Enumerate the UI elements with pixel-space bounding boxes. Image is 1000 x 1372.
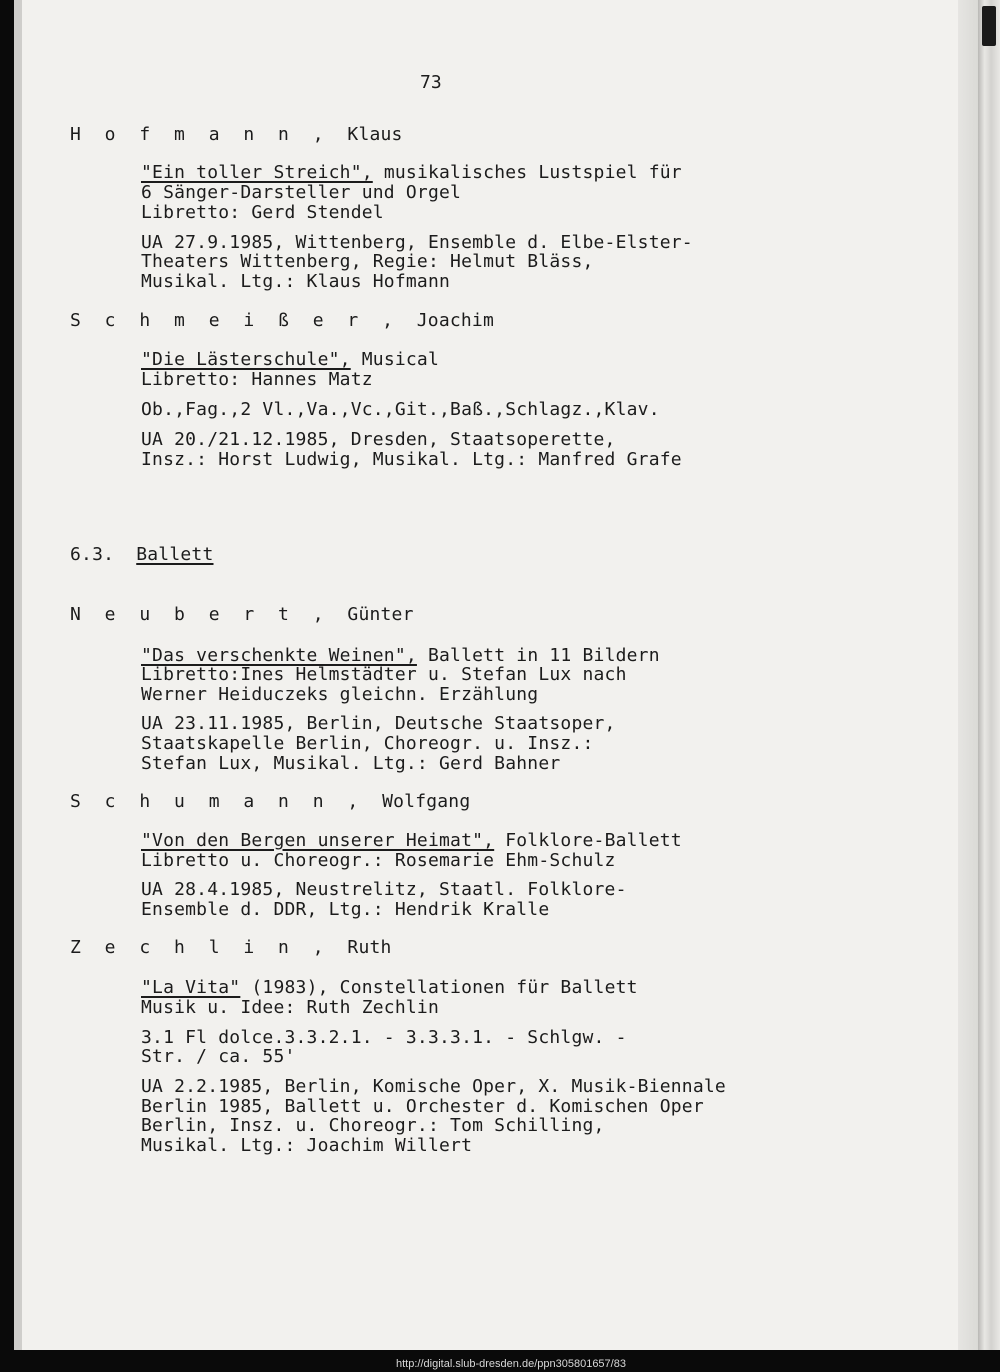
premiere-line: UA 28.4.1985, Neustrelitz, Staatl. Folklore- bbox=[141, 879, 627, 900]
composer-name: N e u b e r t , Günter bbox=[70, 604, 414, 625]
librettist: Libretto:Ines Helmstädter u. Stefan Lux nach bbox=[141, 664, 627, 685]
instrumentation: 3.1 Fl dolce.3.3.2.1. - 3.3.3.1. - Schlgw. - bbox=[141, 1027, 627, 1048]
work-title: "Die Lästerschule", bbox=[141, 349, 351, 370]
source-url: http://digital.slub-dresden.de/ppn305801657/83 bbox=[396, 1358, 626, 1370]
premiere-line: UA 27.9.1985, Wittenberg, Ensemble d. Elbe-Elster- bbox=[141, 232, 693, 253]
work-title-line: "Die Lästerschule", Musical bbox=[141, 349, 440, 370]
premiere-line: Musikal. Ltg.: Joachim Willert bbox=[141, 1135, 473, 1156]
premiere-line: UA 2.2.1985, Berlin, Komische Oper, X. Musik-Biennale bbox=[141, 1076, 726, 1097]
premiere-line: UA 20./21.12.1985, Dresden, Staatsoperette, bbox=[141, 429, 616, 450]
scan-border-left bbox=[0, 0, 14, 1372]
premiere-line: Theaters Wittenberg, Regie: Helmut Bläss, bbox=[141, 251, 594, 272]
librettist: Musik u. Idee: Ruth Zechlin bbox=[141, 997, 439, 1018]
work-detail: Werner Heiduczeks gleichn. Erzählung bbox=[141, 684, 539, 705]
instrumentation: Str. / ca. 55' bbox=[141, 1046, 296, 1067]
instrumentation: Ob.,Fag.,2 Vl.,Va.,Vc.,Git.,Baß.,Schlagz.,Klav. bbox=[141, 399, 660, 420]
work-title: "Ein toller Streich", bbox=[141, 162, 373, 183]
work-detail: 6 Sänger-Darsteller und Orgel bbox=[141, 182, 462, 203]
composer-name: S c h m e i ß e r , Joachim bbox=[70, 310, 495, 331]
premiere-line: UA 23.11.1985, Berlin, Deutsche Staatsoper, bbox=[141, 713, 616, 734]
premiere-line: Berlin, Insz. u. Choreogr.: Tom Schilling, bbox=[141, 1115, 605, 1136]
work-title-line: "Ein toller Streich", musikalisches Lustspiel für bbox=[141, 162, 682, 183]
work-title-line: "Das verschenkte Weinen", Ballett in 11 Bildern bbox=[141, 645, 660, 666]
work-title-line: "Von den Bergen unserer Heimat", Folklore-Ballett bbox=[141, 830, 682, 851]
premiere-line: Staatskapelle Berlin, Choreogr. u. Insz.: bbox=[141, 733, 594, 754]
work-title: "Von den Bergen unserer Heimat", bbox=[141, 830, 495, 851]
work-title: "La Vita" bbox=[141, 977, 241, 998]
premiere-line: Insz.: Horst Ludwig, Musikal. Ltg.: Manfred Grafe bbox=[141, 449, 682, 470]
premiere-line: Musikal. Ltg.: Klaus Hofmann bbox=[141, 271, 451, 292]
composer-name: Z e c h l i n , Ruth bbox=[70, 937, 392, 958]
work-title-line: "La Vita" (1983), Constellationen für Ballett bbox=[141, 977, 638, 998]
section-title: Ballett bbox=[136, 544, 214, 565]
section-heading bbox=[70, 545, 214, 565]
composer-name: H o f m a n n , Klaus bbox=[70, 124, 403, 145]
work-title: "Das verschenkte Weinen", bbox=[141, 645, 417, 666]
book-edge bbox=[978, 0, 1000, 1372]
page-number: 73 bbox=[420, 72, 442, 93]
page-edge-shadow bbox=[958, 0, 978, 1372]
book-tab bbox=[982, 6, 996, 46]
premiere-line: Ensemble d. DDR, Ltg.: Hendrik Kralle bbox=[141, 899, 550, 920]
scan-border-left-inner bbox=[14, 0, 22, 1372]
section-number: 6.3. bbox=[70, 544, 115, 565]
premiere-line: Stefan Lux, Musikal. Ltg.: Gerd Bahner bbox=[141, 753, 561, 774]
premiere-line: Berlin 1985, Ballett u. Orchester d. Komischen Oper bbox=[141, 1096, 704, 1117]
librettist: Libretto: Gerd Stendel bbox=[141, 202, 384, 223]
librettist: Libretto u. Choreogr.: Rosemarie Ehm-Schulz bbox=[141, 850, 616, 871]
librettist: Libretto: Hannes Matz bbox=[141, 369, 373, 390]
composer-name: S c h u m a n n , Wolfgang bbox=[70, 791, 471, 812]
